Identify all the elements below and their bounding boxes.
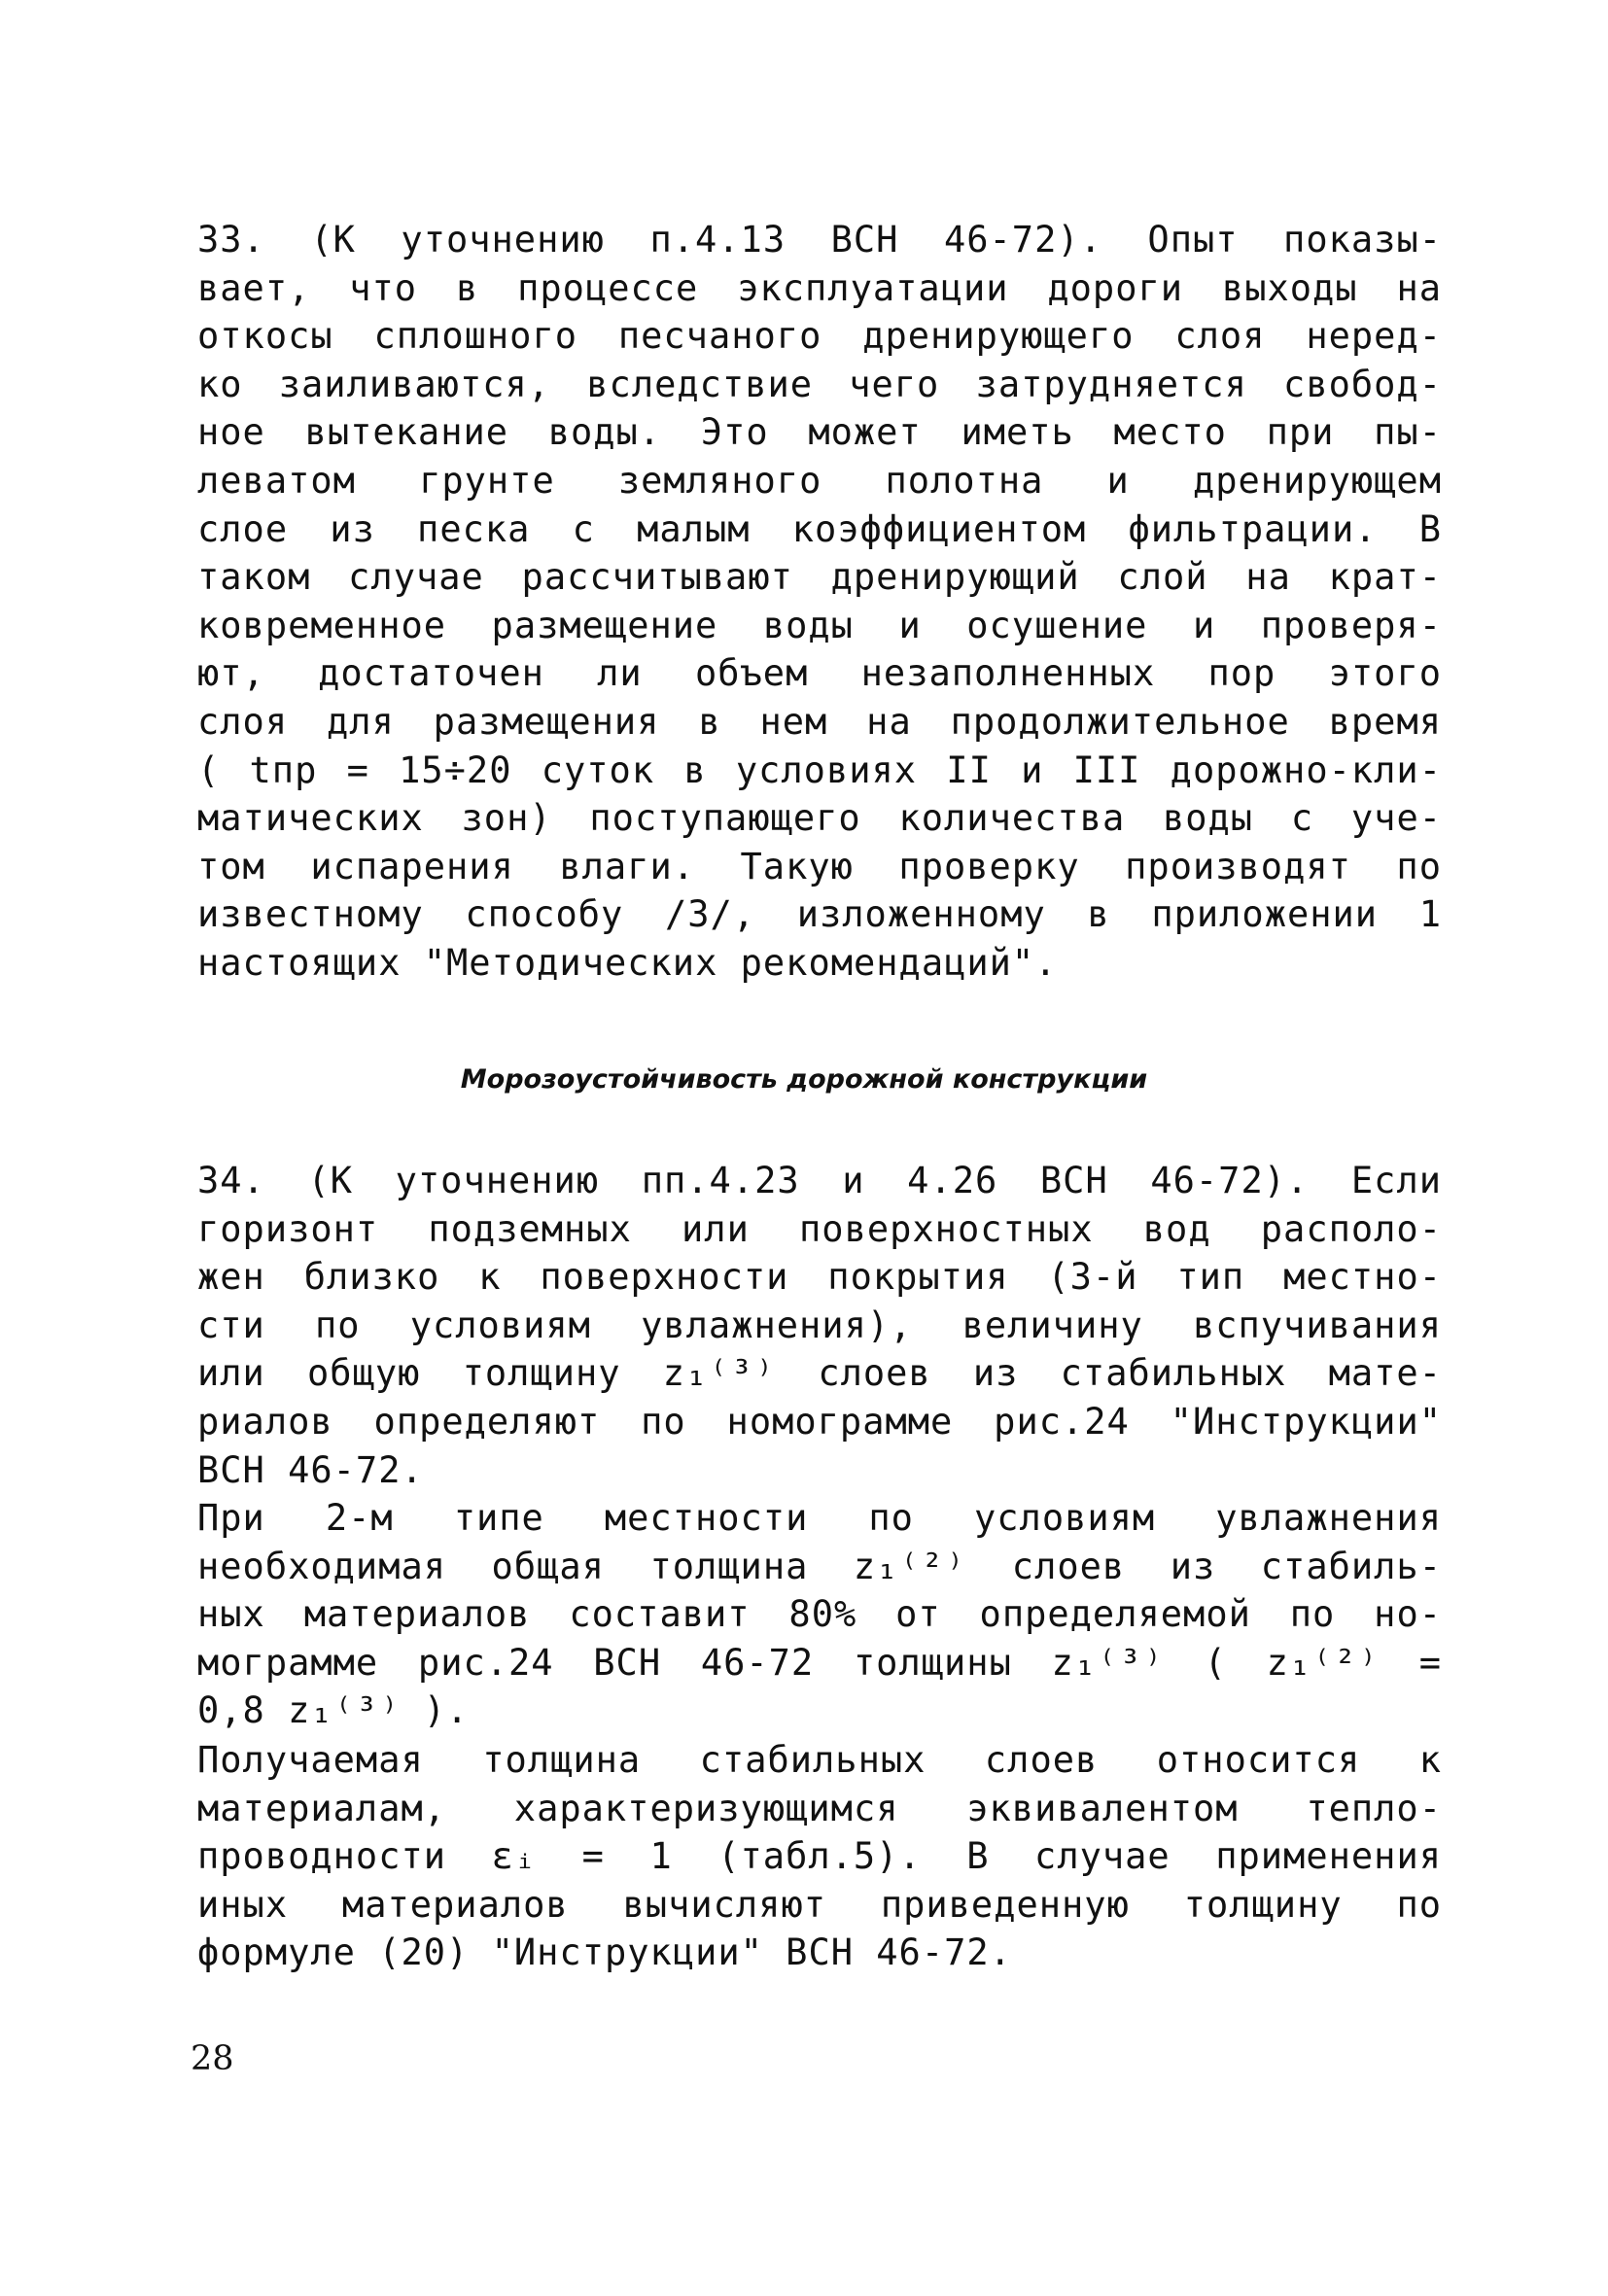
paragraph-34 xyxy=(197,1157,1442,1494)
paragraph-35-line: 0,8 z₁⁽³⁾ ). xyxy=(197,1689,470,1732)
paragraph-34-line: 34. (К уточнению пп.4.23 и 4.26 ВСН 46-72). Если xyxy=(197,1160,1442,1201)
paragraph-35-line: необходимая общая толщина z₁⁽²⁾ слоев из стабиль- xyxy=(197,1545,1442,1587)
paragraph-33-line: слое из песка с малым коэффициентом фильтрации. В xyxy=(197,507,1442,550)
paragraph-33-line: матических зон) поступающего количества воды с уче- xyxy=(197,797,1442,840)
paragraph-33-line: ное вытекание воды. Это может иметь место при пы- xyxy=(197,411,1442,454)
paragraph-33-line: леватом грунте земляного полотна и дренирующем xyxy=(197,459,1442,502)
paragraph-34-line: или общую толщину z₁⁽³⁾ слоев из стабильных мате- xyxy=(197,1352,1442,1395)
paragraph-34-line: горизонт подземных или поверхностных вод располо- xyxy=(197,1207,1442,1250)
paragraph-33-line: ко заиливаются, вследствие чего затрудняется свобод- xyxy=(197,363,1442,405)
paragraph-33-line: ют, достаточен ли объем незаполненных пор этого xyxy=(197,652,1442,695)
paragraph-33-line: таком случае рассчитывают дренирующий слой на крат- xyxy=(197,556,1442,599)
paragraph-36 xyxy=(197,1736,1442,1977)
paragraph-35-line: мограмме рис.24 ВСН 46-72 толщины z₁⁽³⁾ ( z₁⁽²⁾ = xyxy=(197,1641,1442,1684)
paragraph-36-line: проводности εᵢ = 1 (табл.5). В случае применения xyxy=(197,1835,1442,1878)
paragraph-33-line: том испарения влаги. Такую проверку производят по xyxy=(197,845,1442,887)
paragraph-33-line: вает, что в процессе эксплуатации дороги выходы на xyxy=(197,266,1442,309)
paragraph-33-line: известному способу /3/, изложенному в приложении 1 xyxy=(197,893,1442,936)
paragraph-36-line: формуле (20) "Инструкции" ВСН 46-72. xyxy=(197,1931,1012,1974)
paragraph-33-line: слоя для размещения в нем на продолжительное время xyxy=(197,700,1442,743)
paragraph-36-line: иных материалов вычисляют приведенную толщину по xyxy=(197,1883,1442,1926)
paragraph-33-line: откосы сплошного песчаного дренирующего слоя неред- xyxy=(197,315,1442,358)
paragraph-33-line: настоящих "Методических рекомендаций". xyxy=(197,941,1058,984)
paragraph-35 xyxy=(197,1494,1442,1735)
section-heading: Морозоустойчивость дорожной конструкции xyxy=(460,1064,1148,1095)
paragraph-34-line: сти по условиям увлажнения), величину вспучивания xyxy=(197,1304,1442,1346)
paragraph-34-line: жен близко к поверхности покрытия (3-й тип местно- xyxy=(197,1256,1442,1299)
paragraph-33-line: ( tпр = 15÷20 суток в условиях II и III дорожно-кли- xyxy=(197,748,1442,791)
page-number: 28 xyxy=(191,2039,234,2078)
paragraph-35-line: При 2-м типе местности по условиям увлажнения xyxy=(197,1497,1442,1539)
paragraph-36-line: Получаемая толщина стабильных слоев относится к xyxy=(197,1739,1442,1781)
paragraph-35-line: ных материалов составит 80% от определяемой по но- xyxy=(197,1593,1442,1636)
paragraph-36-line: материалам, характеризующимся эквивалентом тепло- xyxy=(197,1787,1442,1829)
paragraph-33-line: ковременное размещение воды и осушение и проверя- xyxy=(197,604,1442,646)
paragraph-33 xyxy=(197,216,1442,988)
paragraph-34-line: ВСН 46-72. xyxy=(197,1448,424,1491)
paragraph-33-line: 33. (К уточнению п.4.13 ВСН 46-72). Опыт показы- xyxy=(197,219,1442,261)
paragraph-34-line: риалов определяют по номограмме рис.24 "Инструкции" xyxy=(197,1400,1442,1443)
